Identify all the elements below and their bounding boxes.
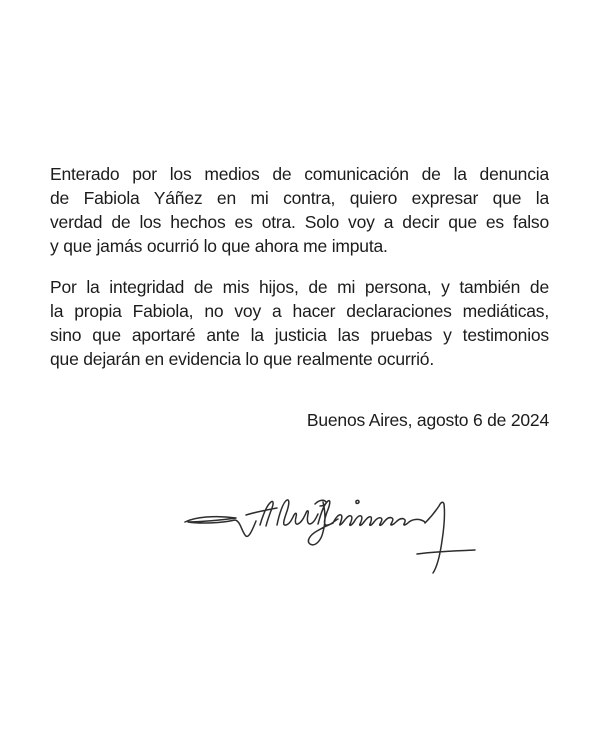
text-line: y que jamás ocurrió lo que ahora me imputa. <box>50 236 388 256</box>
statement-paragraph-2 <box>50 275 549 371</box>
statement-paragraph-1 <box>50 162 549 258</box>
letter-body <box>50 162 549 432</box>
signature-icon <box>182 491 482 581</box>
text-line: verdad de los hechos es otra. Solo voy a decir que es falso <box>50 212 549 232</box>
text-line: de Fabiola Yáñez en mi contra, quiero expresar que la <box>50 188 549 208</box>
signature-stroke <box>185 500 475 573</box>
text-line: que dejarán en evidencia lo que realmente ocurrió. <box>50 349 435 369</box>
text-line: Enterado por los medios de comunicación de la denuncia <box>50 164 549 184</box>
text-line: sino que aportaré ante la justicia las pruebas y testimonios <box>50 325 549 345</box>
text-line: Por la integridad de mis hijos, de mi persona, y también de <box>50 277 549 297</box>
text-line: la propia Fabiola, no voy a hacer declaraciones mediáticas, <box>50 301 549 321</box>
dateline: Buenos Aires, agosto 6 de 2024 <box>306 410 549 430</box>
handwritten-signature <box>182 491 482 581</box>
